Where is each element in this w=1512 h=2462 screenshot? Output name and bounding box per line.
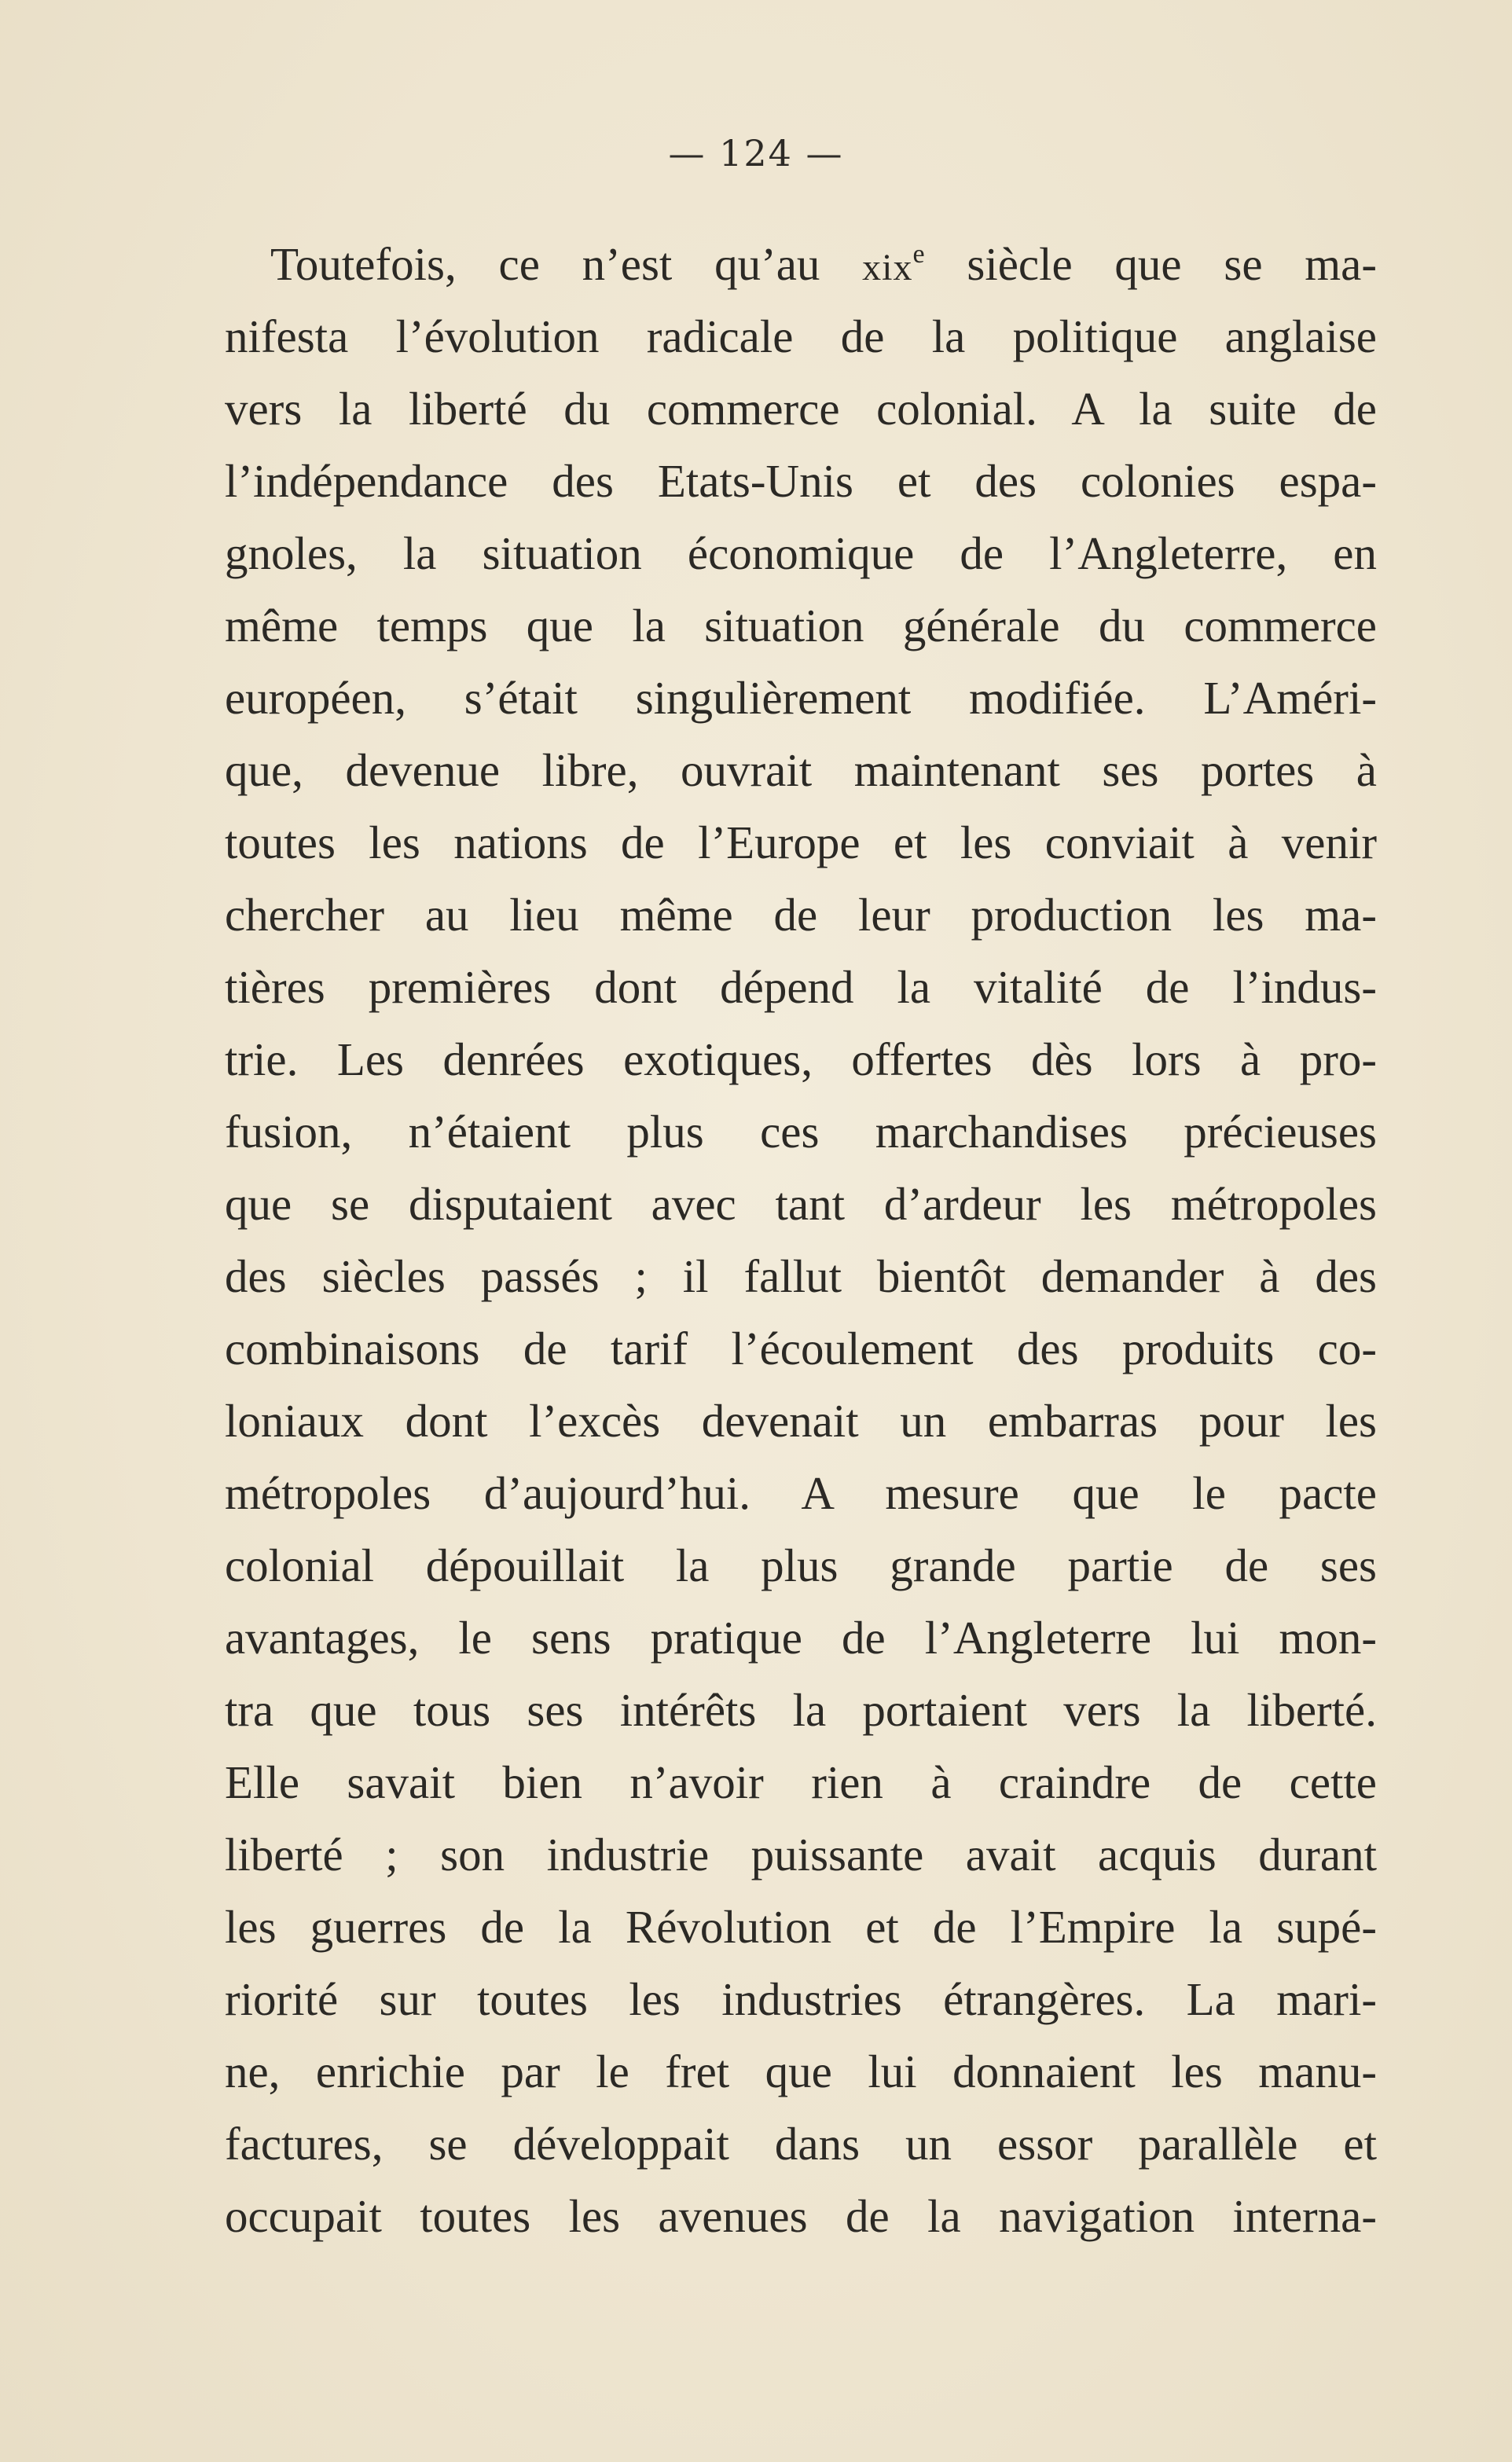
- text-line: vers la liberté du commerce colonial. A la suite de: [225, 383, 1377, 435]
- text-line: chercher au lieu même de leur production les ma-: [225, 889, 1377, 941]
- text-line: fusion, n’étaient plus ces marchandises précieuses: [225, 1106, 1377, 1158]
- text-line: occupait toutes les avenues de la navigation interna-: [225, 2190, 1377, 2242]
- text-line: riorité sur toutes les industries étrangères. La mari-: [225, 1973, 1377, 2025]
- text-line: gnoles, la situation économique de l’Angleterre, en: [225, 527, 1377, 579]
- text-line-1: Toutefois, ce n’est qu’au xix$^e$ siècle que se ma-: [270, 238, 1377, 290]
- text-line: toutes les nations de l’Europe et les conviait à venir: [225, 816, 1377, 868]
- text-line: nifesta l’évolution radicale de la politique anglaise: [225, 310, 1377, 362]
- text-line: même temps que la situation générale du commerce: [225, 600, 1377, 651]
- text-line: colonial dépouillait la plus grande partie de ses: [225, 1539, 1377, 1591]
- text-line: tières premières dont dépend la vitalité de l’indus-: [225, 961, 1377, 1013]
- text-line: ne, enrichie par le fret que lui donnaient les manu-: [225, 2046, 1377, 2097]
- page-number: — 124 —: [668, 132, 844, 174]
- text-line: liberté ; son industrie puissante avait acquis durant: [225, 1829, 1377, 1880]
- text-line: factures, se développait dans un essor parallèle et: [225, 2118, 1377, 2170]
- text-line: l’indépendance des Etats-Unis et des colonies espa-: [225, 455, 1377, 507]
- text-line: métropoles d’aujourd’hui. A mesure que le pacte: [225, 1467, 1377, 1519]
- text-line: européen, s’était singulièrement modifiée. L’Améri-: [225, 672, 1377, 724]
- text-line: que, devenue libre, ouvrait maintenant ses portes à: [225, 744, 1377, 796]
- text-line: tra que tous ses intérêts la portaient vers la liberté.: [225, 1684, 1377, 1736]
- text-line: trie. Les denrées exotiques, offertes dès lors à pro-: [225, 1033, 1377, 1085]
- text-line: que se disputaient avec tant d’ardeur les métropoles: [225, 1178, 1377, 1230]
- text-line: combinaisons de tarif l’écoulement des produits co-: [225, 1323, 1377, 1374]
- text-line: loniaux dont l’excès devenait un embarras pour les: [225, 1395, 1377, 1447]
- text-line: les guerres de la Révolution et de l’Empire la supé-: [225, 1901, 1377, 1953]
- text-line: avantages, le sens pratique de l’Angleterre lui mon-: [225, 1612, 1377, 1664]
- text-line: Elle savait bien n’avoir rien à craindre de cette: [225, 1756, 1377, 1808]
- text-line: des siècles passés ; il fallut bientôt demander à des: [225, 1250, 1377, 1302]
